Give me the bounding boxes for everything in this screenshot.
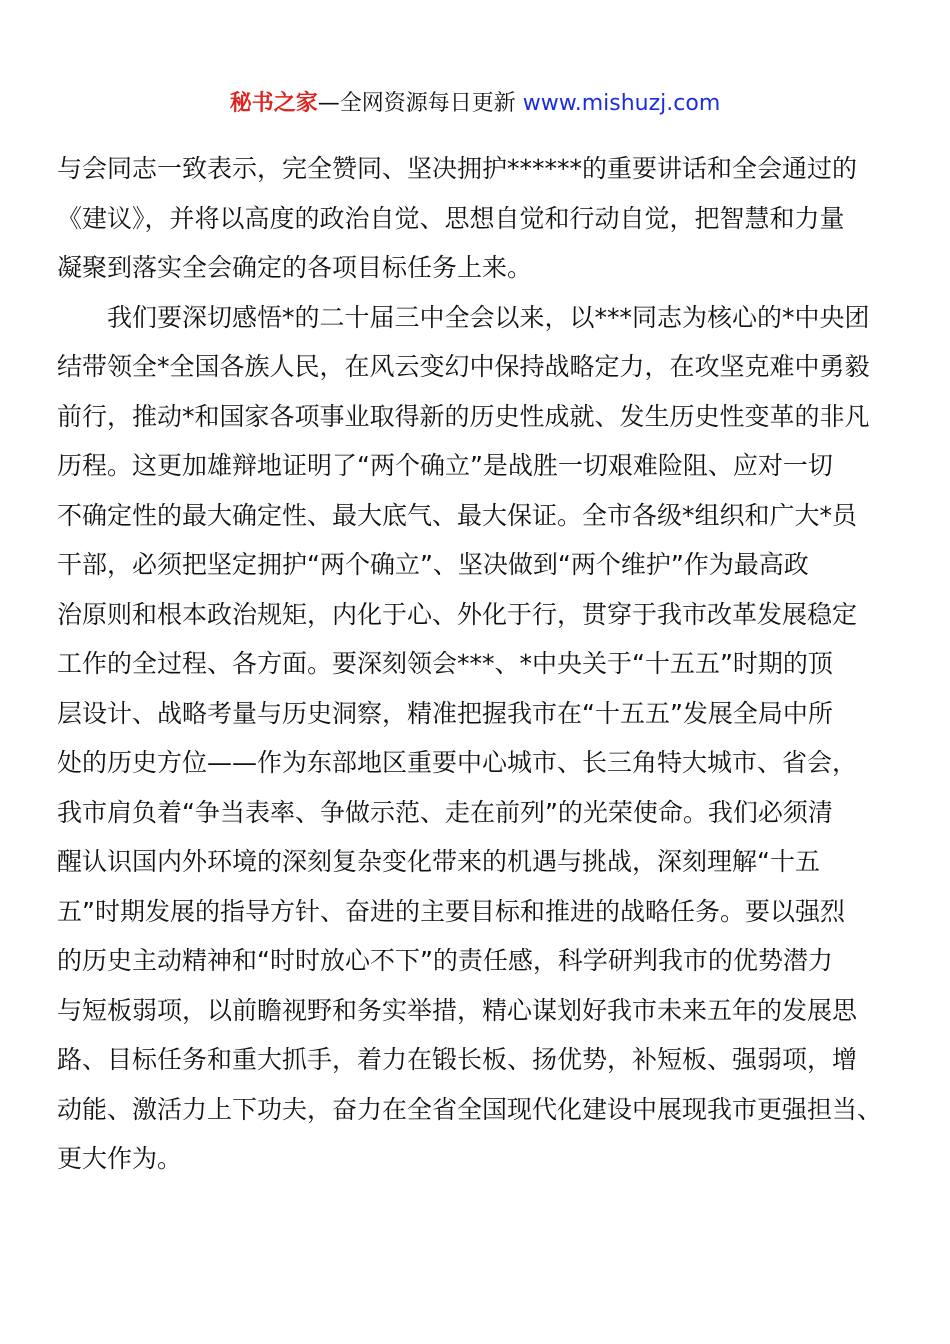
site-header: [0, 86, 950, 122]
text-line: 层设计、战略考量与历史洞察，精准把握我市在“十五五”发展全局中所: [57, 698, 833, 728]
text-line: 醒认识国内外环境的深刻复杂变化带来的机遇与挑战，深刻理解“十五: [57, 847, 820, 876]
text-line: 更大作为。: [57, 1144, 183, 1173]
text-line: 历程。这更加雄辩地证明了“两个确立”是战胜一切艰难险阻、应对一切: [57, 451, 833, 480]
text-line: 的历史主动精神和“时时放心不下”的责任感，科学研判我市的优势潜力: [57, 946, 833, 975]
text-line: 五”时期发展的指导方针、奋进的主要目标和推进的战略任务。要以强烈: [57, 896, 845, 926]
text-line: 动能、激活力上下功夫，奋力在全省全国现代化建设中展现我市更强担当、: [57, 1094, 883, 1124]
text-line: 我市肩负着“争当表率、争做示范、走在前列”的光荣使命。我们必须清: [57, 797, 833, 827]
text-line: 治原则和根本政治规矩，内化于心、外化于行，贯穿于我市改革发展稳定: [57, 599, 858, 629]
text-line: 结带领全*全国各族人民，在风云变幻中保持战略定力，在攻坚克难中勇毅: [57, 352, 870, 381]
text-line: 《建议》，并将以高度的政治自觉、思想自觉和行动自觉，把智慧和力量: [57, 203, 845, 233]
document-body: [57, 144, 895, 1184]
text-line: 工作的全过程、各方面。要深刻领会***、*中央关于“十五五”时期的顶: [57, 649, 833, 678]
text-line: 我们要深切感悟*的二十届三中全会以来，以***同志为核心的*中央团: [107, 302, 870, 332]
text-line: 不确定性的最大确定性、最大底气、最大保证。全市各级*组织和广大*员: [57, 500, 858, 530]
text-line: 处的历史方位——作为东部地区重要中心城市、长三角特大城市、省会，: [57, 748, 858, 777]
header-tagline: —全网资源每日更新: [317, 91, 523, 116]
brand-name: 秘书之家: [229, 91, 318, 116]
text-line: 凝聚到落实全会确定的各项目标任务上来。: [57, 253, 533, 282]
text-line: 前行，推动*和国家各项事业取得新的历史性成就、发生历史性变革的非凡: [57, 401, 870, 431]
text-line: 干部，必须把坚定拥护“两个确立”、坚决做到“两个维护”作为最高政: [57, 550, 809, 579]
site-url-link[interactable]: www.mishuzj.com: [522, 91, 721, 116]
text-line: 与短板弱项，以前瞻视野和务实举措，精心谋划好我市未来五年的发展思: [57, 995, 858, 1025]
text-line: 与会同志一致表示，完全赞同、坚决拥护******的重要讲话和全会通过的: [57, 154, 858, 183]
text-line: 路、目标任务和重大抓手，着力在锻长板、扬优势，补短板、强弱项，增: [57, 1045, 858, 1074]
